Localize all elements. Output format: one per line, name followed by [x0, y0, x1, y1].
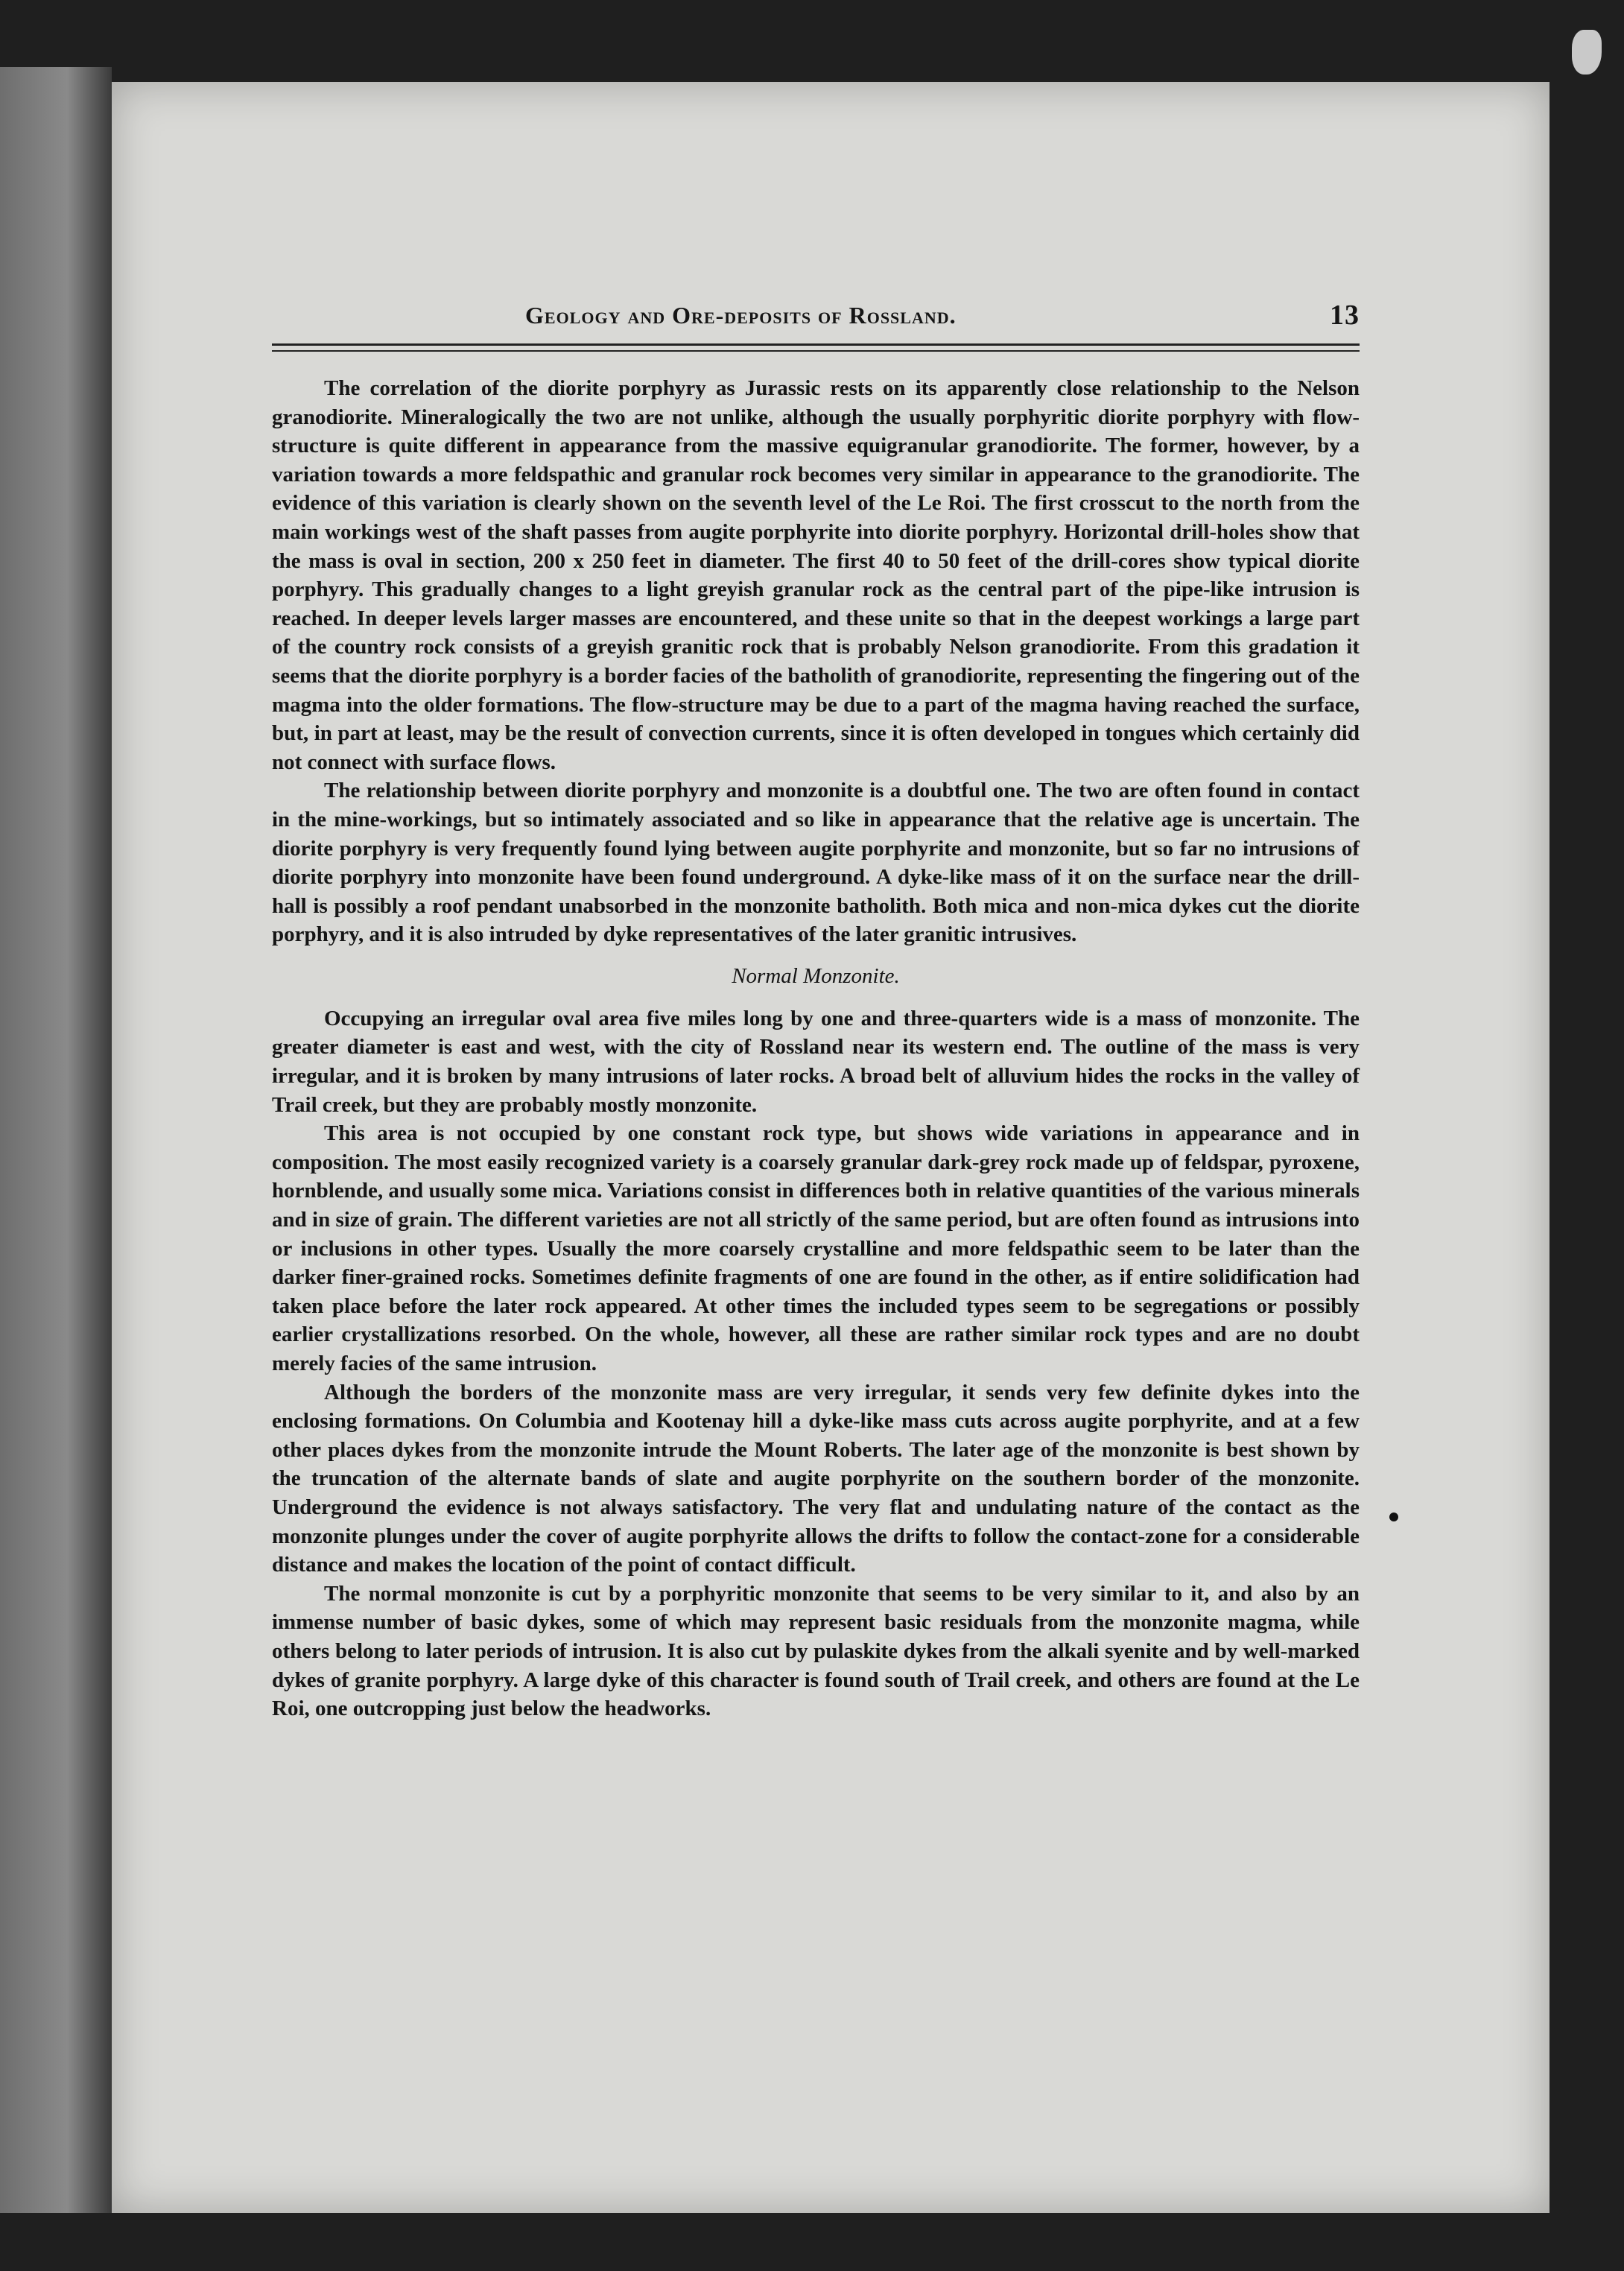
running-title: Geology and Ore-deposits of Rossland.	[525, 302, 957, 329]
page-number: 13	[1330, 300, 1360, 331]
paragraph-monzonite-area: Occupying an irregular oval area five miles long by one and three-quarters wide is a mass of monzonite. The greater diameter is east and west, with the city of Rossland near its western end. The outline of the mass is very irregular, and it is broken by many intrusions of later rocks. A broad belt of alluvium hides the rocks in the valley of Trail creek, but they are probably mostly monzonite.	[272, 1006, 1360, 1117]
paragraph-monzonite-variations: This area is not occupied by one constant rock type, but shows wide variations in appearance and in composition. The most easily recognized variety is a coarsely granular dark-grey rock made up of feldspar, pyroxene, hornblende, and usually some mica. Variations consist in differences both in relative quantities of the various minerals and in size of grain. The different varieties are not all strictly of the same period, but are often found as intrusions into or inclusions in other types. Usually the more coarsely crystalline and more feldspathic seem to be later than the darker finer-grained rocks. Sometimes definite fragments of one are found in the other, as if entire solidification had taken place before the later rock appeared. At other times the included types seem to be segregations or possibly earlier crystallizations resorbed. On the whole, however, all these are rather similar rock types and are no doubt merely facies of the same intrusion.	[272, 1121, 1360, 1375]
ink-speck	[1389, 1513, 1398, 1521]
section-heading: Normal Monzonite.	[732, 963, 900, 988]
page-content	[272, 294, 1360, 1723]
paragraph-monzonite-intrusions: The normal monzonite is cut by a porphyritic monzonite that seems to be very similar to it, and also by an immense number of basic dykes, some of which may represent basic residuals from the monzonite magma, while others belong to later periods of intrusion. It is also cut by pulaskite dykes from the alkali syenite and by well-marked dykes of granite porphyry. A large dyke of this character is found south of Trail creek, and others are found at the Le Roi, one outcropping just below the headworks.	[272, 1581, 1360, 1721]
header-rule-thin	[272, 350, 1360, 352]
running-header	[272, 294, 1360, 339]
document-page	[112, 82, 1550, 2213]
paragraph-diorite-monzonite-relationship: The relationship between diorite porphyry and monzonite is a doubtful one. The two are often found in contact in the mine-workings, but so intimately associated and so like in appearance that the relative age is uncertain. The diorite porphyry is very frequently found lying between augite porphyrite and monzonite, but so far no intrusions of diorite porphyry into monzonite have been found underground. A dyke-like mass of it on the surface near the drill-hall is possibly a roof pendant unabsorbed in the monzonite batholith. Both mica and non-mica dykes cut the diorite porphyry, and it is also intruded by dyke representatives of the later granitic intrusives.	[272, 779, 1360, 947]
header-rule-thick	[272, 343, 1360, 346]
scan-artifact	[1572, 30, 1602, 75]
paragraph-monzonite-borders: Although the borders of the monzonite mass are very irregular, it sends very few definite dykes into the enclosing formations. On Columbia and Kootenay hill a dyke-like mass cuts across augite porphyrite, and at a few other places dykes from the monzonite intrude the Mount Roberts. The later age of the monzonite is best shown by the truncation of the alternate bands of slate and augite porphyrite on the southern border of the monzonite. Underground the evidence is not always satisfactory. The very flat and undulating nature of the contact as the monzonite plunges under the cover of augite porphyrite allows the drifts to follow the contact-zone for a considerable distance and makes the location of the point of contact difficult.	[272, 1380, 1360, 1577]
paragraph-diorite-correlation: The correlation of the diorite porphyry as Jurassic rests on its apparently close relationship to the Nelson granodiorite. Mineralogically the two are not unlike, although the usually porphyritic diorite porphyry with flow-structure is quite different in appearance from the massive equigranular granodiorite. The former, however, by a variation towards a more feldspathic and granular rock becomes very similar in appearance to the granodiorite. The evidence of this variation is clearly shown on the seventh level of the Le Roi. The first crosscut to the north from the main workings west of the shaft passes from augite porphyrite into diorite porphyry. Horizontal drill-holes show that the mass is oval in section, 200 x 250 feet in diameter. The first 40 to 50 feet of the drill-cores show typical diorite porphyry. This gradually changes to a light greyish granular rock as the central part of the pipe-like intrusion is reached. In deeper levels larger masses are encountered, and these unite so that in the deepest workings a large part of the country rock consists of a greyish granitic rock that is probably Nelson granodiorite. From this gradation it seems that the diorite porphyry is a border facies of the batholith of granodiorite, representing the fingering out of the magma into the older formations. The flow-structure may be due to a part of the magma having reached the surface, but, in part at least, may be the result of convection currents, since it is often developed in tongues which certainly did not connect with surface flows.	[272, 376, 1360, 774]
previous-page-edge	[0, 67, 112, 2213]
